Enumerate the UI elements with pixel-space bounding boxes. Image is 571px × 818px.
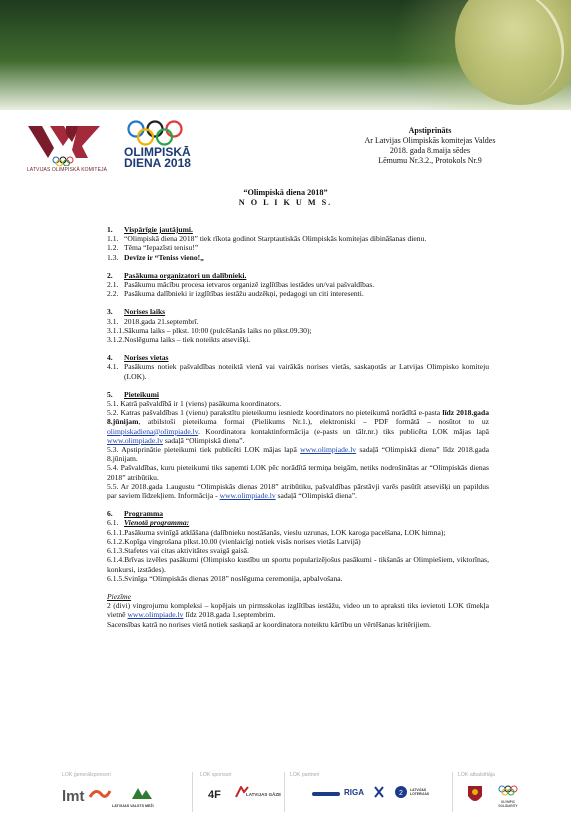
item-number: 1.1.: [107, 234, 119, 244]
item-text: Pasākuma dalībnieki ir izglītības iestāžu audzēkņi, pedagogi un citi interesenti.: [124, 289, 364, 299]
item-text: 3.1.1.Sākuma laiks – plkst. 10:00 (pulcēšanās laiks no plkst.09.30);: [107, 325, 312, 335]
item-text: 6.1.4.Brīvas izvēles pasākumi (Olimpisko kustību un sportu popularizējošus pasākumi - tikšanās ar Olimpiešiem, viktorīnas, konkursi, izstādes).: [107, 555, 489, 574]
section-number: 2.: [107, 270, 113, 280]
section-1: [107, 225, 489, 262]
item-text: 5.4. Pašvaldības, kuru pieteikumi tiks saņemti LOK pēc norādītā termiņa beigām, netiks nodrošinātas ar “Olimpiskās dienas 2018” atribūtiku.: [107, 463, 489, 482]
footer-divider: [452, 772, 453, 812]
approval-line2: 2018. gada 8.maija sēdes: [389, 146, 471, 155]
section-heading: Norises laiks: [124, 307, 166, 317]
website-link[interactable]: www.olimpiade.lv: [300, 445, 357, 455]
od-line2: DIENA 2018: [124, 156, 191, 170]
header-banner-tennis: [0, 0, 571, 110]
section-4: [107, 353, 489, 381]
footer-divider: [192, 772, 193, 812]
od-line1: OLIMPISKĀ: [124, 145, 191, 159]
section-6: [107, 509, 489, 583]
item-text: 6.1.1.Pasākuma svinīgā atklāšana (dalībnieku nostāšanās, vieslu uzrunas, LOK karoga pacelšana, LOK himna);: [107, 527, 446, 537]
item-text: Tēma “Iepazīsti tenisu!”: [124, 243, 199, 253]
document-title: [0, 188, 571, 208]
section-2: [107, 271, 489, 299]
lmt-swoosh-icon: [88, 787, 112, 801]
item-text: Pasākumu mācību procesa ietvaros organizē izglītības iestādes un/vai pašvaldības.: [124, 280, 375, 290]
lvm-logo-text: LATVIJAS VALSTS MEŽI: [112, 804, 154, 808]
item-number: 1.2.: [107, 243, 119, 253]
item-text-5-5: 5.5. Ar 2018.gada 1.augustu “Olimpiskās dienas 2018” atribūtiku, pašvaldības pārstāvji varēs pasūtīt atsevišķi un papildus par saviem līdzekļiem. Informācija - www.olimpiade.lv sadaļā “Olimpiskā diena”.: [107, 481, 489, 501]
footer-label: LOK atbalstītāja: [458, 772, 495, 778]
footer-label: LOK sponsori: [200, 772, 232, 778]
title-main: “Olimpiskā diena 2018”: [243, 188, 328, 197]
lok-logo: [26, 122, 102, 166]
section-heading: Pasākuma organizatori un dalībnieki.: [124, 270, 247, 280]
airbaltic-icon: [312, 790, 340, 798]
item-text: “Olimpiskā diena 2018” tiek rīkota godinot Starptautiskās Olimpiskās komitejas dibināšanas dienu.: [124, 234, 427, 244]
section-number: 5.: [107, 389, 113, 399]
footer-label: LOK ģenerālsponsori: [62, 772, 111, 778]
item-text: 6.1.3.Stafetes vai citas aktivitātes svaigā gaisā.: [107, 546, 249, 556]
loterijas-logo: LATVIJAS LOTERIJAS: [410, 788, 430, 796]
lok-logo-caption: LATVIJAS OLIMPISKĀ KOMITEJA: [26, 167, 108, 173]
loterijas-icon: [394, 785, 408, 799]
item-text: Pasākums notiek pašvaldības noteiktā vienā vai vairākās norises vietās, saskaņotās ar Latvijas Olimpisko komiteju (LOK).: [124, 362, 489, 381]
item-number: 2.2.: [107, 289, 119, 299]
solidarity-rings-icon: [498, 784, 518, 798]
olympic-rings-icon: [126, 120, 184, 146]
item-number: 6.1.: [107, 518, 119, 528]
footer-divider: [284, 772, 285, 812]
website-link[interactable]: www.olimpiade.lv: [127, 610, 184, 620]
solidarity-logo: OLYMPIC SOLIDARITY: [498, 800, 518, 808]
latvijas-gaze-logo: LATVIJAS GĀZE: [246, 792, 282, 797]
item-number: 3.1.: [107, 316, 119, 326]
title-sub: N O L I K U M S.: [238, 198, 333, 207]
item-text: 5.1. Katrā pašvaldībā ir 1 (viens) pasākuma koordinators.: [107, 399, 282, 409]
item-text-motto: Devīze ir “Teniss vieno!„: [124, 252, 204, 262]
note-heading: Piezīme: [107, 591, 132, 601]
regulation-body: [107, 225, 489, 629]
item-text: 2018.gada 21.septembrī.: [124, 316, 199, 326]
approval-line3: Lēmumu Nr.3.2., Protokols Nr.9: [378, 156, 482, 165]
deadline-text: līdz 2018.gada 8.jūnijam: [107, 408, 489, 427]
approval-block: [330, 126, 530, 166]
item-number: 4.1.: [107, 362, 119, 372]
website-link[interactable]: www.olimpiade.lv: [219, 491, 276, 501]
note-section: [107, 592, 489, 629]
riga-logo: RIGA: [344, 788, 364, 797]
approval-title: Apstiprināts: [408, 126, 452, 135]
section-heading: Norises vietas: [124, 353, 169, 363]
note-text: 2 (divi) vingrojumu kompleksi – kopējais un pirmsskolas izglītības iestāžu, video un to apraksti tiks ievietoti LOK tīmekļa vietnē www.olimpiade.lv līdz 2018.gada 1.septembrim.: [107, 601, 489, 620]
item-text: 6.1.5.Svinīga “Olimpiskās dienas 2018” noslēguma ceremonija, apbalvošana.: [107, 573, 343, 583]
item-text: Vienotā programma:: [124, 518, 190, 528]
4f-logo: 4F: [208, 789, 221, 801]
section-heading: Programma: [124, 509, 164, 519]
section-heading: Vispārīgie jautājumi.: [124, 225, 193, 234]
section-heading: Pieteikumi: [124, 389, 160, 399]
item-text-5-3: 5.3. Apstiprinātie pieteikumi tiek publicēti LOK mājas lapā www.olimpiade.lv sadaļā “Olimpiskā diena” līdz 2018.gada 8.jūnijam.: [107, 445, 489, 464]
email-link[interactable]: olimpiskadiena@olimpiade.lv: [107, 426, 199, 436]
item-text: 3.1.2.Noslēguma laiks – tiek noteikts atsevišķi.: [107, 335, 251, 345]
coat-of-arms-icon: [466, 784, 484, 806]
footer-label: LOK partneri: [290, 772, 320, 778]
approval-line1: Ar Latvijas Olimpiskās komitejas Valdes: [364, 136, 496, 145]
section-number: 1.: [107, 225, 113, 234]
item-text: 6.1.2.Kopīga vingrošana plkst.10.00 (vienlaicīgi notiek visās norises vietās Latvijā): [107, 536, 361, 546]
lvm-logo-icon: [126, 786, 156, 800]
section-5: [107, 390, 489, 500]
section-number: 3.: [107, 307, 113, 317]
section-number: 4.: [107, 353, 113, 363]
svg-text:2: 2: [399, 790, 403, 797]
website-link[interactable]: www.olimpiade.lv: [107, 435, 164, 445]
sponsor-footer: [62, 772, 532, 816]
section-number: 6.: [107, 509, 113, 519]
section-3: [107, 307, 489, 344]
item-text-5-2: 5.2. Katras pašvaldības 1 (vienu) parakstītu pieteikumu iesniedz koordinators no pieteikumā norādītā e-pasta līdz 2018.gada 8.jūnijam, atbilstoši pieteikuma formai (Pielikums Nr.1.), elektroniski – PDF formātā – nosūtot to uz olimpiskadiena@olimpiade.lv. Koordinatora kontaktinformācija (e-pasts un tālr.nr.) tiks publicēta LOK mājas lapā www.olimpiade.lv sadaļā “Olimpiskā diena”.: [107, 408, 489, 445]
olimpiska-diena-logo: [124, 147, 191, 169]
lmt-logo: lmt: [62, 788, 85, 805]
note-text: Sacensības katrā no norises vietā notiek saskaņā ar koordinatora noteiktu kārtību un vērtēšanas kritērijiem.: [107, 619, 431, 629]
item-number: 2.1.: [107, 280, 119, 290]
item-number: 1.3.: [107, 252, 119, 262]
partner-x-icon: [374, 786, 384, 798]
